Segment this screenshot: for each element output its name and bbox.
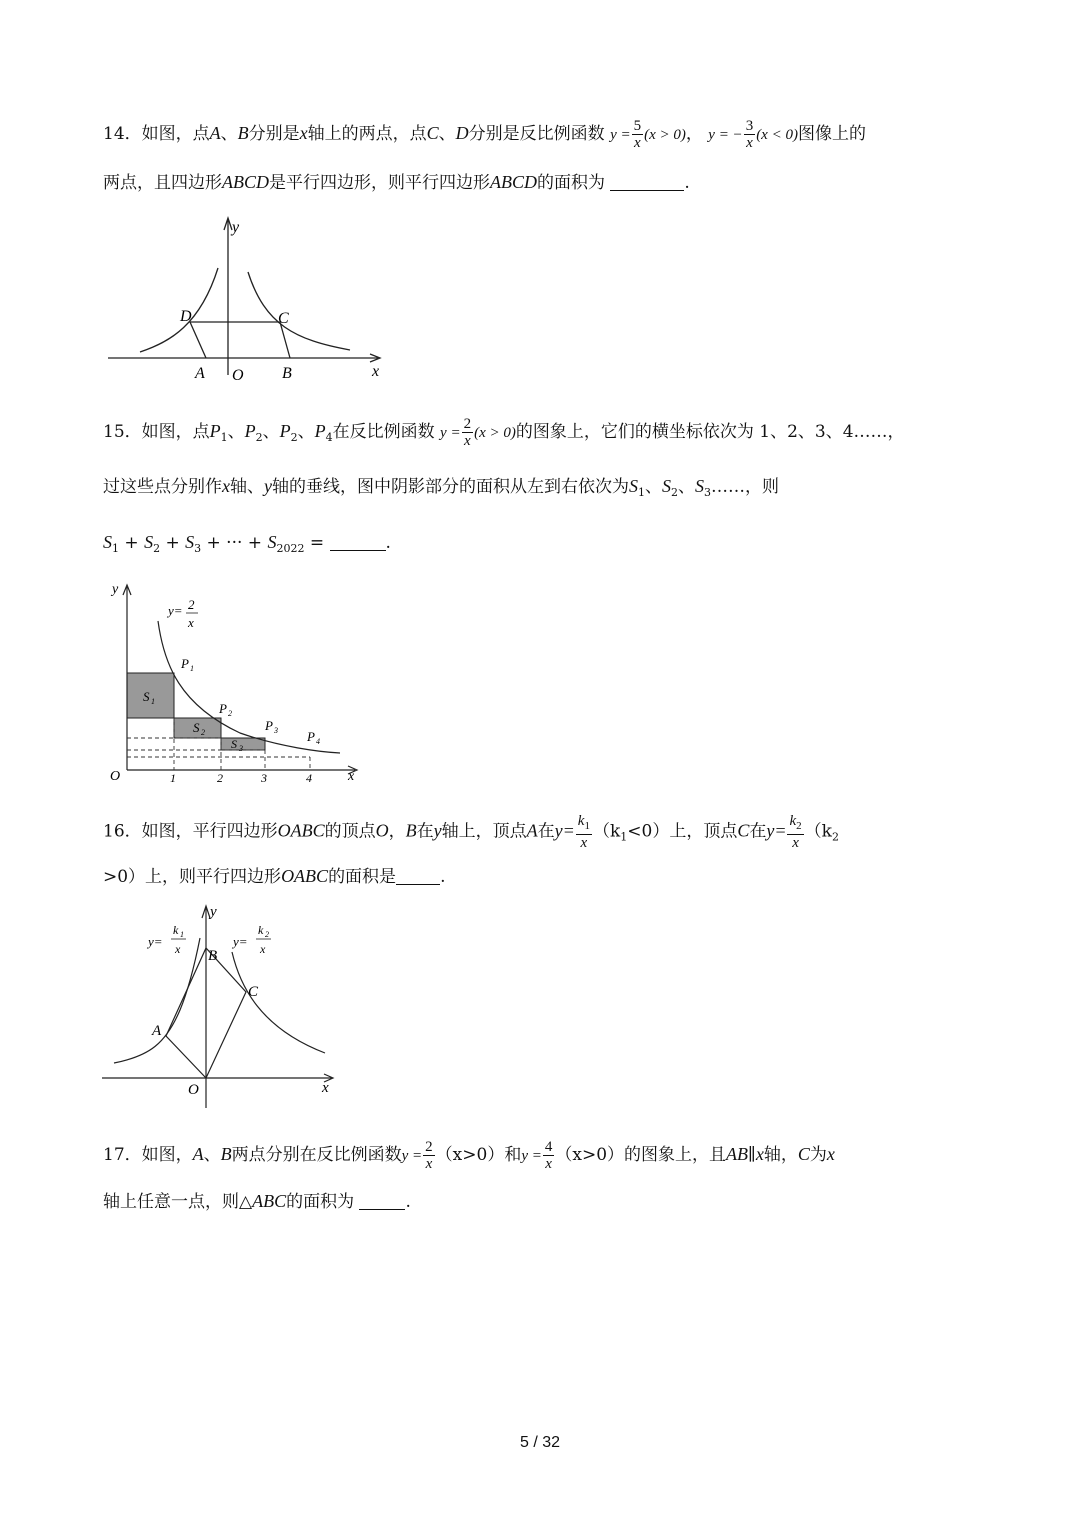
svg-text:x: x <box>260 942 266 956</box>
svg-text:3: 3 <box>274 726 278 735</box>
q15-label-S3: S <box>231 737 237 751</box>
q15-rect-S1 <box>127 673 174 718</box>
q16-frac2: $\frac{k_2}{x}$ <box>789 813 802 851</box>
svg-text:x: x <box>175 942 181 956</box>
svg-text:3: 3 <box>239 744 243 753</box>
q14-line2: 两点，且四边形ABCD是平行四边形，则平行四边形ABCD的面积为 . <box>103 172 690 193</box>
q14-answer-blank[interactable] <box>610 174 684 191</box>
q15-label-S2: S <box>193 720 200 735</box>
q15-line1: 15．如图，点$P_1$、$P_2$、$P_2$、$P_4$在反比例函数 y = $\frac{2}{x}$ (x > 0)的图象上，它们的横坐标依次为 1、2、3、4……， <box>103 416 905 449</box>
q17-frac2: $\frac{4}{x}$ <box>544 1139 553 1172</box>
q16-label-C: C <box>248 984 259 1000</box>
q16-curve2-label: y= <box>233 934 248 949</box>
q17-line2: 轴上任意一点，则△ABC的面积为 . <box>103 1191 411 1212</box>
q15-label-P3: P <box>265 718 273 733</box>
q14-label-O: O <box>232 367 244 384</box>
q14-frac1: $\frac{5}{x}$ <box>633 118 642 151</box>
q16-left-curve <box>114 938 200 1063</box>
q14-figure <box>100 210 400 385</box>
q14-frac2: $\frac{3}{x}$ <box>745 118 754 151</box>
q15-line2: 过这些点分别作x轴、y轴的垂线，图中阴影部分的面积从左到右依次为$S_1$、$S_2$、$S_3\dots\dots$，则 <box>103 476 779 499</box>
q14-label-A: A <box>195 365 205 382</box>
q15-label-S1: S <box>143 689 150 704</box>
q17-answer-blank[interactable] <box>359 1193 405 1210</box>
q15-frac: $\frac{2}{x}$ <box>463 416 472 449</box>
q17-line1: 17．如图，A、B两点分别在反比例函数y = $\frac{2}{x}$ （x>0）和y = $\frac{4}{x}$ （x>0）的图象上，且AB∥x轴，C为x <box>103 1139 835 1172</box>
q14-label-B: B <box>282 365 292 382</box>
q15-answer-blank[interactable] <box>330 534 386 551</box>
q14-line1: 14．如图，点A、B分别是x轴上的两点，点C、D分别是反比例函数 y = $\frac{5}{x}$ (x > 0)， y = − $\frac{3}{x}$ (x < 0)图像上的 <box>103 118 866 151</box>
q15-curve-label-num: 2 <box>188 597 195 612</box>
q15-label-y: y <box>112 582 119 597</box>
q16-figure <box>100 898 350 1113</box>
page-number: 5 / 32 <box>519 1434 561 1451</box>
q14-label-C: C <box>278 310 289 327</box>
q14-label-y: y <box>232 219 240 236</box>
q16-line2: >0）上，则平行四边形OABC的面积是 . <box>103 866 446 887</box>
svg-text:2: 2 <box>228 709 232 718</box>
q14-left-curve <box>140 268 218 352</box>
q15-tick-2: 2 <box>217 771 223 785</box>
q15-tick-4: 4 <box>306 771 312 785</box>
q16-line1: 16．如图，平行四边形OABC的顶点O，B在y轴上，顶点A在y= $\frac{k_1}{x}$ $(k_1<0)$上，顶点C在y= $\frac{k_2}{x}$ （$k_2$ <box>103 813 839 851</box>
svg-text:2: 2 <box>265 930 269 939</box>
q16-label-x: x <box>322 1080 329 1096</box>
q14-label-D: D <box>180 308 192 325</box>
q15-figure <box>100 575 370 790</box>
q16-curve1-label: y= <box>148 934 163 949</box>
q15-curve-label-y: y= <box>168 603 183 618</box>
q16-label-A: A <box>152 1023 162 1039</box>
svg-text:1: 1 <box>180 930 184 939</box>
q15-curve-label-den: x <box>188 615 194 630</box>
q15-label-P4: P <box>307 729 315 744</box>
q16-label-y: y <box>210 904 217 920</box>
q14-segment-DA <box>190 322 206 358</box>
q14-right-curve <box>248 272 350 350</box>
q16-label-O: O <box>188 1082 199 1098</box>
q16-label-B: B <box>208 948 218 964</box>
q15-rect-S3 <box>221 738 265 750</box>
q16-frac1: $\frac{k_1}{x}$ <box>577 813 590 851</box>
q15-label-O: O <box>110 769 121 784</box>
svg-text:k: k <box>173 923 179 937</box>
q14-label-x: x <box>372 363 380 380</box>
q15-label-P1: P <box>181 656 189 671</box>
q15-tick-3: 3 <box>261 771 267 785</box>
q17-frac1: $\frac{2}{x}$ <box>425 1139 433 1172</box>
svg-text:k: k <box>258 923 264 937</box>
q16-right-curve <box>232 952 325 1053</box>
svg-text:2: 2 <box>201 728 205 737</box>
q15-line3: $S_1 + S_2 + S_3$ + ··· + $S_{2022}$ = . <box>103 532 391 555</box>
q15-tick-1: 1 <box>170 771 176 785</box>
svg-text:4: 4 <box>316 737 320 746</box>
q15-label-x: x <box>348 769 355 784</box>
q16-answer-blank[interactable] <box>396 868 440 885</box>
svg-text:1: 1 <box>190 664 194 673</box>
svg-text:1: 1 <box>151 697 155 706</box>
q15-label-P2: P <box>219 701 227 716</box>
